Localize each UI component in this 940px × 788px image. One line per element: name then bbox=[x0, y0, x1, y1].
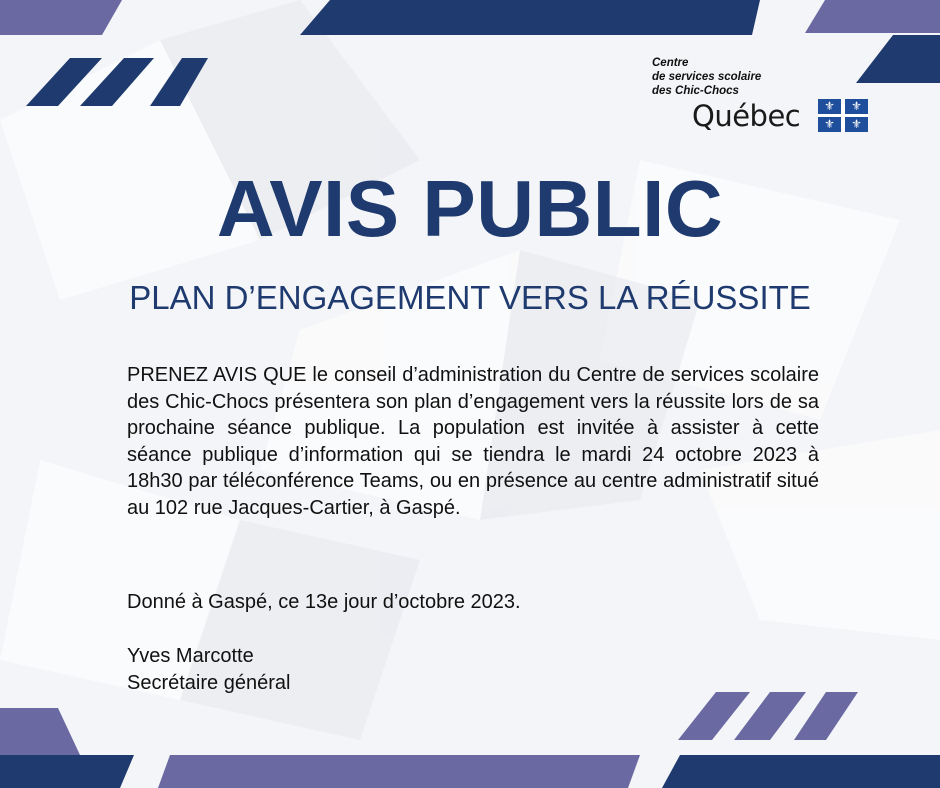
organization-logo bbox=[650, 55, 875, 140]
notice-title: AVIS PUBLIC bbox=[216, 164, 724, 253]
notice-body: PRENEZ AVIS QUE le conseil d’administration du Centre de services scolaire des Chic-Chocs présentera son plan d’engagement vers la réussite lors de sa prochaine séance publique. La population est invitée à assister à cette séance publique d’information qui se tiendra le mardi 24 octobre 2023 à 18h30 par téléconférence Teams, ou en présence au centre administratif situé au 102 rue Jacques-Cartier, à Gaspé. bbox=[127, 364, 819, 519]
signatory-name: Yves Marcotte bbox=[127, 645, 254, 667]
logo-line-1: Centre bbox=[652, 57, 689, 69]
signatory-title: Secrétaire général bbox=[127, 672, 291, 694]
quebec-flag-icon: ⚜ ⚜ ⚜ ⚜ bbox=[818, 99, 868, 132]
logo-line-3: des Chic-Chocs bbox=[652, 85, 739, 97]
given-date: Donné à Gaspé, ce 13e jour d’octobre 2023. bbox=[127, 591, 521, 613]
logo-line-2: de services scolaire bbox=[652, 71, 762, 83]
quebec-wordmark: Québec bbox=[692, 99, 801, 133]
notice-subtitle: PLAN D’ENGAGEMENT VERS LA RÉUSSITE bbox=[129, 279, 811, 316]
